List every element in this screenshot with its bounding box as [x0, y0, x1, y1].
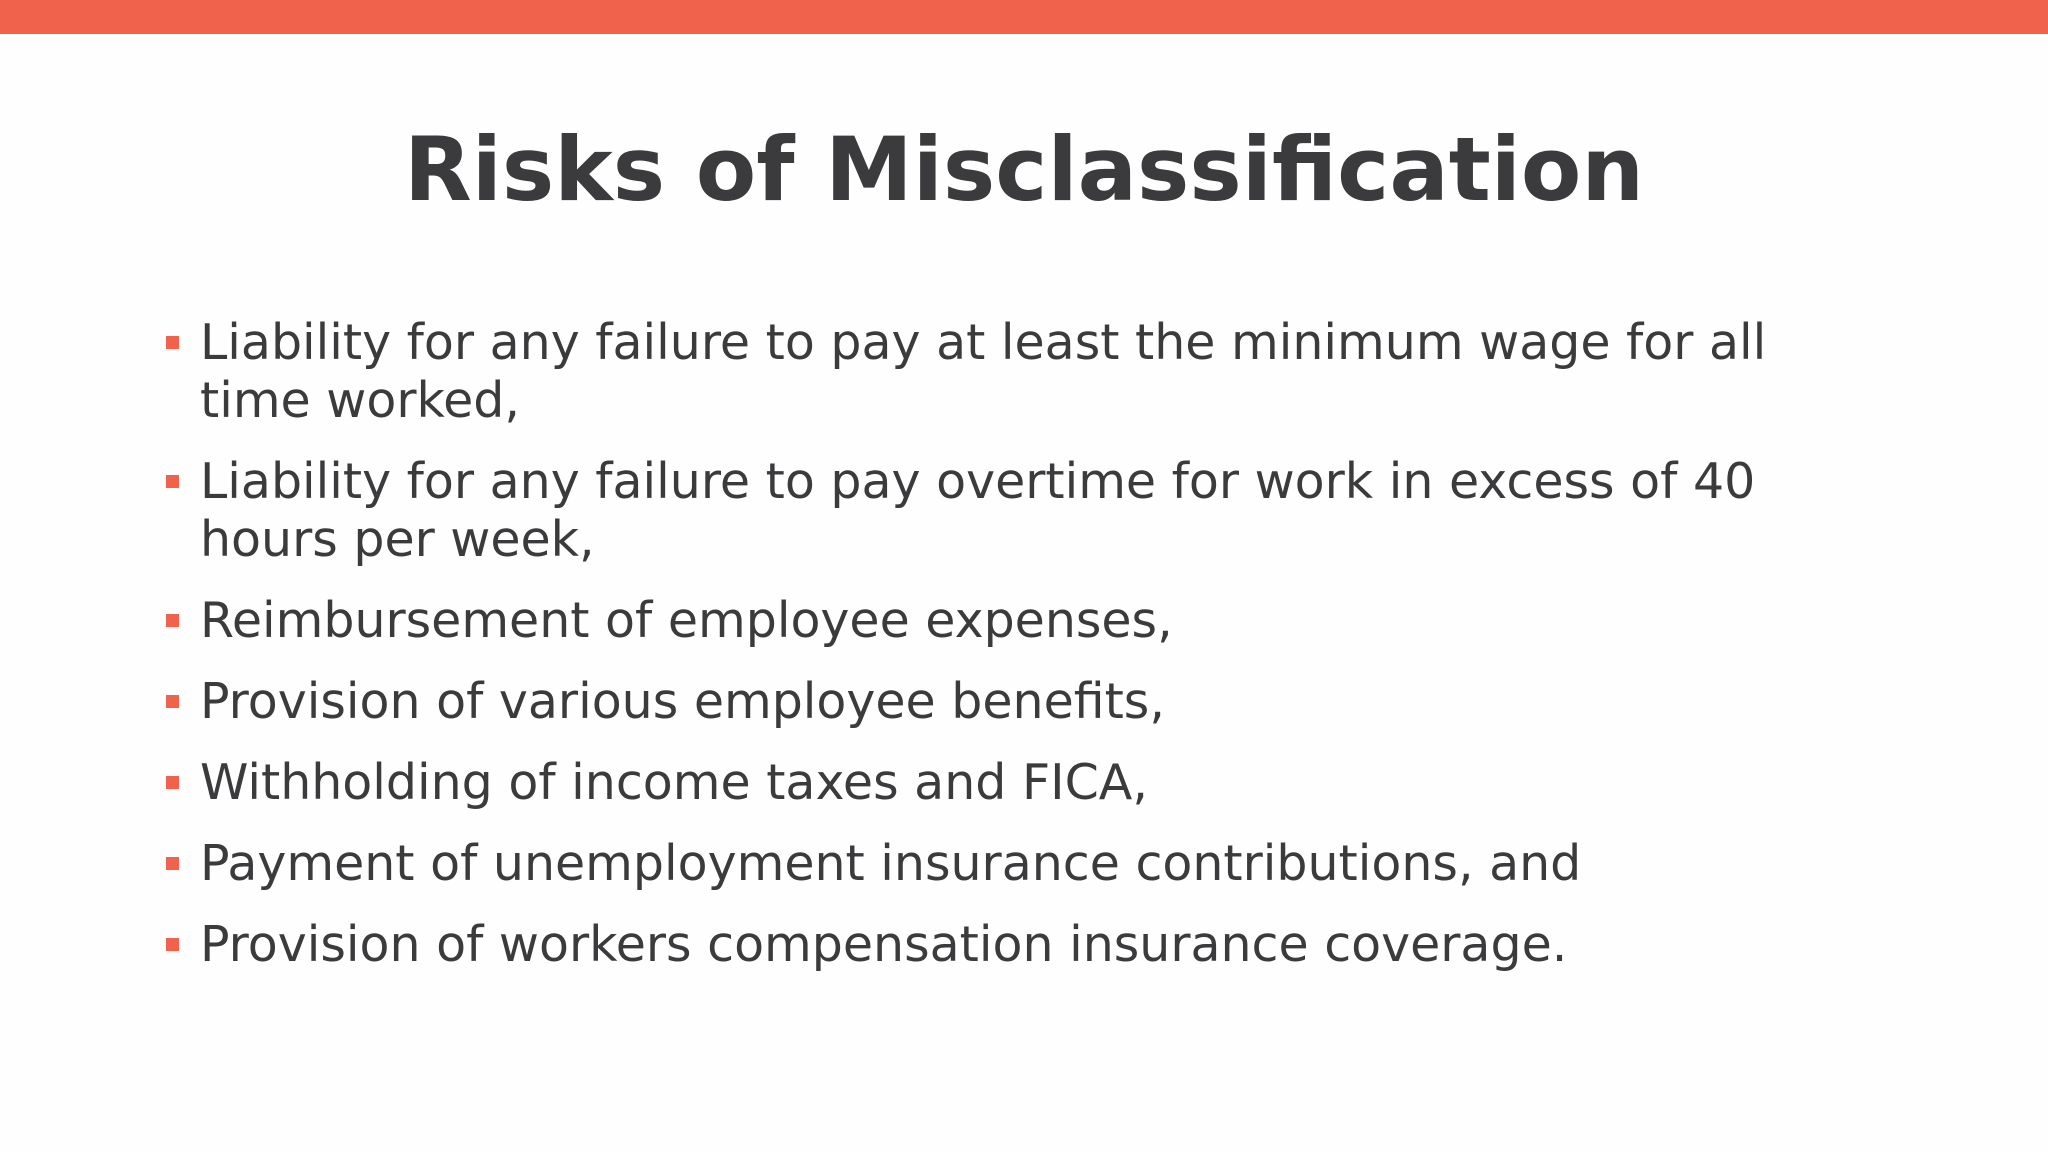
- bullet-item: [162, 916, 1812, 974]
- bullet-square-icon: [166, 857, 179, 870]
- bullet-square-icon: [166, 776, 179, 789]
- bullet-list: [162, 314, 1812, 997]
- bullet-text: Payment of unemployment insurance contributions, and: [200, 835, 1582, 892]
- bullet-square-icon: [166, 938, 179, 951]
- bullet-square-icon: [166, 695, 179, 708]
- slide-title: Risks of Misclassification: [403, 118, 1645, 221]
- bullet-item: [162, 592, 1812, 650]
- bullet-square-icon: [166, 475, 179, 488]
- bullet-text: Liability for any failure to pay overtime for work in excess of 40 hours per week,: [200, 453, 1756, 568]
- bullet-item: [162, 453, 1812, 569]
- accent-top-bar: [0, 0, 2048, 34]
- bullet-text: Withholding of income taxes and FICA,: [200, 754, 1148, 811]
- bullet-square-icon: [166, 336, 179, 349]
- bullet-item: [162, 314, 1812, 430]
- bullet-text: Provision of various employee benefits,: [200, 673, 1165, 730]
- bullet-item: [162, 673, 1812, 731]
- bullet-text: Liability for any failure to pay at least the minimum wage for all time worked,: [200, 314, 1767, 429]
- bullet-item: [162, 835, 1812, 893]
- bullet-text: Reimbursement of employee expenses,: [200, 592, 1173, 649]
- bullet-item: [162, 754, 1812, 812]
- bullet-text: Provision of workers compensation insurance coverage.: [200, 916, 1568, 973]
- bullet-square-icon: [166, 614, 179, 627]
